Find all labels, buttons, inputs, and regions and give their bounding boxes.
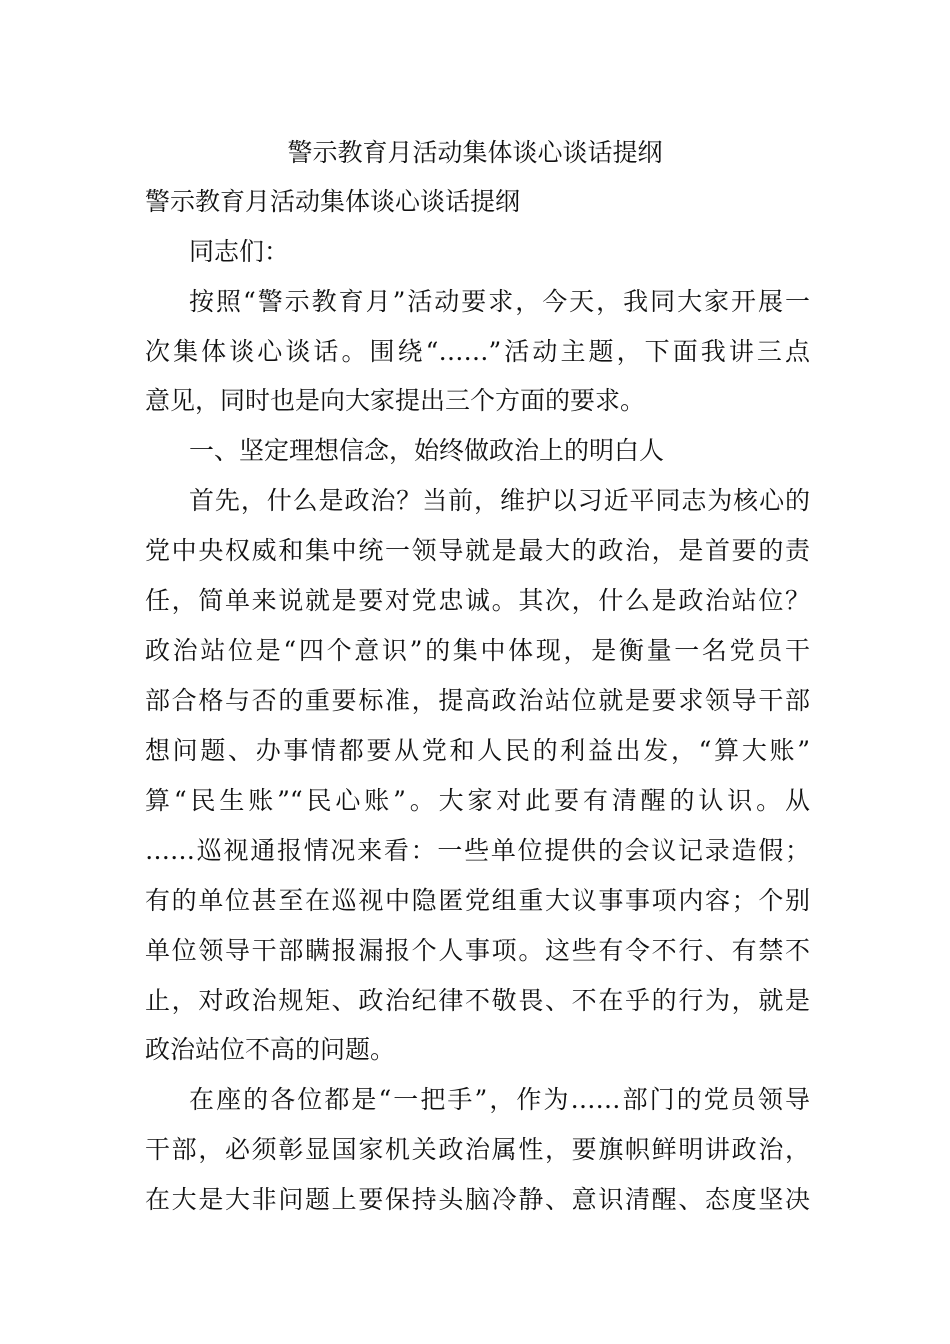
paragraph-line: 按照“警示教育月”活动要求，今天，我同大家开展一	[189, 287, 810, 316]
document-subtitle: 警示教育月活动集体谈心谈话提纲	[145, 187, 521, 216]
salutation: 同志们：	[189, 237, 290, 266]
paragraph-line: 首先，什么是政治？当前，维护以习近平同志为核心的	[189, 486, 810, 515]
paragraph-line: 党中央权威和集中统一领导就是最大的政治，是首要的责	[145, 536, 810, 565]
paragraph-line: 部合格与否的重要标准，提高政治站位就是要求领导干部	[145, 686, 810, 715]
paragraph-line: 单位领导干部瞒报漏报个人事项。这些有令不行、有禁不	[145, 936, 810, 965]
paragraph-line: 算“民生账”“民心账”。大家对此要有清醒的认识。从	[145, 786, 810, 815]
paragraph-line: 止，对政治规矩、政治纪律不敬畏、不在乎的行为，就是	[145, 986, 810, 1015]
document-title: 警示教育月活动集体谈心谈话提纲	[287, 138, 663, 167]
paragraph-line: ……巡视通报情况来看：一些单位提供的会议记录造假；	[145, 836, 810, 865]
paragraph-line: 干部，必须彰显国家机关政治属性，要旗帜鲜明讲政治，	[145, 1135, 810, 1164]
paragraph-line: 有的单位甚至在巡视中隐匿党组重大议事事项内容；个别	[145, 886, 810, 915]
paragraph-line: 政治站位是“四个意识”的集中体现，是衡量一名党员干	[145, 636, 810, 665]
paragraph-line: 在座的各位都是“一把手”，作为……部门的党员领导	[189, 1085, 810, 1114]
paragraph-line: 次集体谈心谈话。围绕“……”活动主题，下面我讲三点	[145, 337, 810, 366]
paragraph-line: 在大是大非问题上要保持头脑冷静、意识清醒、态度坚决	[145, 1185, 810, 1214]
paragraph-line: 政治站位不高的问题。	[145, 1035, 396, 1064]
section-heading: 一、坚定理想信念，始终做政治上的明白人	[189, 436, 665, 465]
paragraph-line: 想问题、办事情都要从党和人民的利益出发，“算大账”	[145, 736, 810, 765]
paragraph-line: 意见，同时也是向大家提出三个方面的要求。	[145, 386, 646, 415]
paragraph-line: 任，简单来说就是要对党忠诚。其次，什么是政治站位？	[145, 586, 810, 615]
